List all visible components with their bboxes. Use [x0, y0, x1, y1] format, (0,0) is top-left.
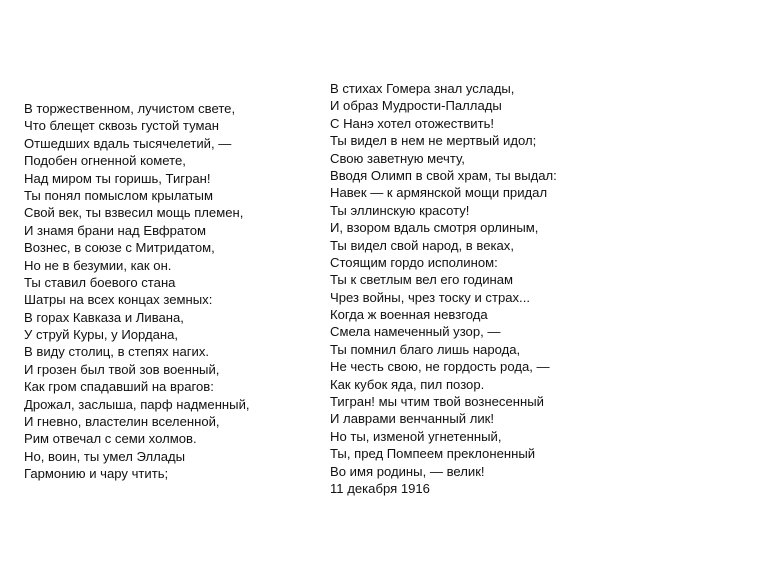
- poem-line: У струй Куры, у Иордана,: [24, 327, 179, 343]
- poem-line: И знамя брани над Евфратом: [24, 222, 207, 238]
- poem-line: Но, воин, ты умел Эллады: [24, 448, 186, 464]
- poem-line: Ты видел свой народ, в веках,: [330, 237, 514, 253]
- poem-line: Ты к светлым вел его годинам: [330, 272, 514, 288]
- poem-line: Ты понял помыслом крылатым: [24, 187, 213, 203]
- poem-line: Стоящим гордо исполином:: [330, 254, 498, 270]
- poem-line: Гармонию и чару чтить;: [24, 466, 169, 482]
- poem-line: В виду столиц, в степях нагих.: [24, 344, 210, 360]
- poem-line: Ты, пред Помпеем преклоненный: [330, 446, 536, 462]
- poem-line: С Нанэ хотел отожествить!: [330, 115, 495, 131]
- poem-line: В торжественном, лучистом свете,: [24, 101, 236, 116]
- poem-line: Подобен огненной комете,: [24, 153, 186, 169]
- poem-line: Ты помнил благо лишь народа,: [330, 341, 521, 357]
- poem-line: Тигран! мы чтим твой вознесенный: [330, 394, 544, 410]
- poem-line: Но ты, изменой угнетенный,: [330, 428, 502, 444]
- poem-line: Шатры на всех концах земных:: [24, 292, 213, 308]
- poem-line: Не честь свою, не гордость рода, —: [330, 359, 550, 375]
- poem-line: Рим отвечал с семи холмов.: [24, 431, 197, 447]
- poem-line: И гневно, властелин вселенной,: [24, 414, 220, 430]
- poem-line: Навек — к армянской мощи придал: [330, 185, 548, 201]
- poem-line: Отшедших вдаль тысячелетий, —: [24, 135, 232, 151]
- poem-line: Вводя Олимп в свой храм, ты выдал:: [330, 167, 557, 183]
- poem-line: И грозен был твой зов военный,: [24, 361, 220, 377]
- poem-line: Свою заветную мечту,: [330, 150, 465, 166]
- poem-line: Но не в безумии, как он.: [24, 257, 172, 273]
- poem-line: Вознес, в союзе с Митридатом,: [24, 240, 215, 256]
- poem-column-left: [24, 100, 314, 483]
- poem-line: Во имя родины, — велик!: [330, 463, 485, 479]
- poem-line: И лаврами венчанный лик!: [330, 411, 495, 427]
- poem-date: 11 декабря 1916: [330, 480, 430, 496]
- poem-line: Как кубок яда, пил позор.: [330, 376, 485, 392]
- poem-line: Над миром ты горишь, Тигран!: [24, 170, 211, 186]
- poem-line: Как гром спадавший на врагов:: [24, 379, 214, 395]
- poem-line: Смела намеченный узор, —: [330, 324, 501, 340]
- poem-line: Ты видел в нем не мертвый идол;: [330, 133, 537, 149]
- poem-line: И, взором вдаль смотря орлиным,: [330, 220, 539, 236]
- poem-line: Ты ставил боевого стана: [24, 274, 176, 290]
- poem-line: В горах Кавказа и Ливана,: [24, 309, 184, 325]
- poem-line: Ты эллинскую красоту!: [330, 202, 470, 218]
- poem-line: Свой век, ты взвесил мощь племен,: [24, 205, 244, 221]
- poem-line: В стихах Гомера знал услады,: [330, 81, 515, 96]
- poem-line: Когда ж военная невзгода: [330, 307, 488, 323]
- poem-line: И образ Мудрости-Паллады: [330, 98, 502, 114]
- poem-line: Чрез войны, чрез тоску и страх...: [330, 289, 530, 305]
- poem-line: Дрожал, заслыша, парф надменный,: [24, 396, 250, 412]
- poem-column-right: [330, 80, 620, 497]
- poem-line: Что блещет сквозь густой туман: [24, 118, 219, 134]
